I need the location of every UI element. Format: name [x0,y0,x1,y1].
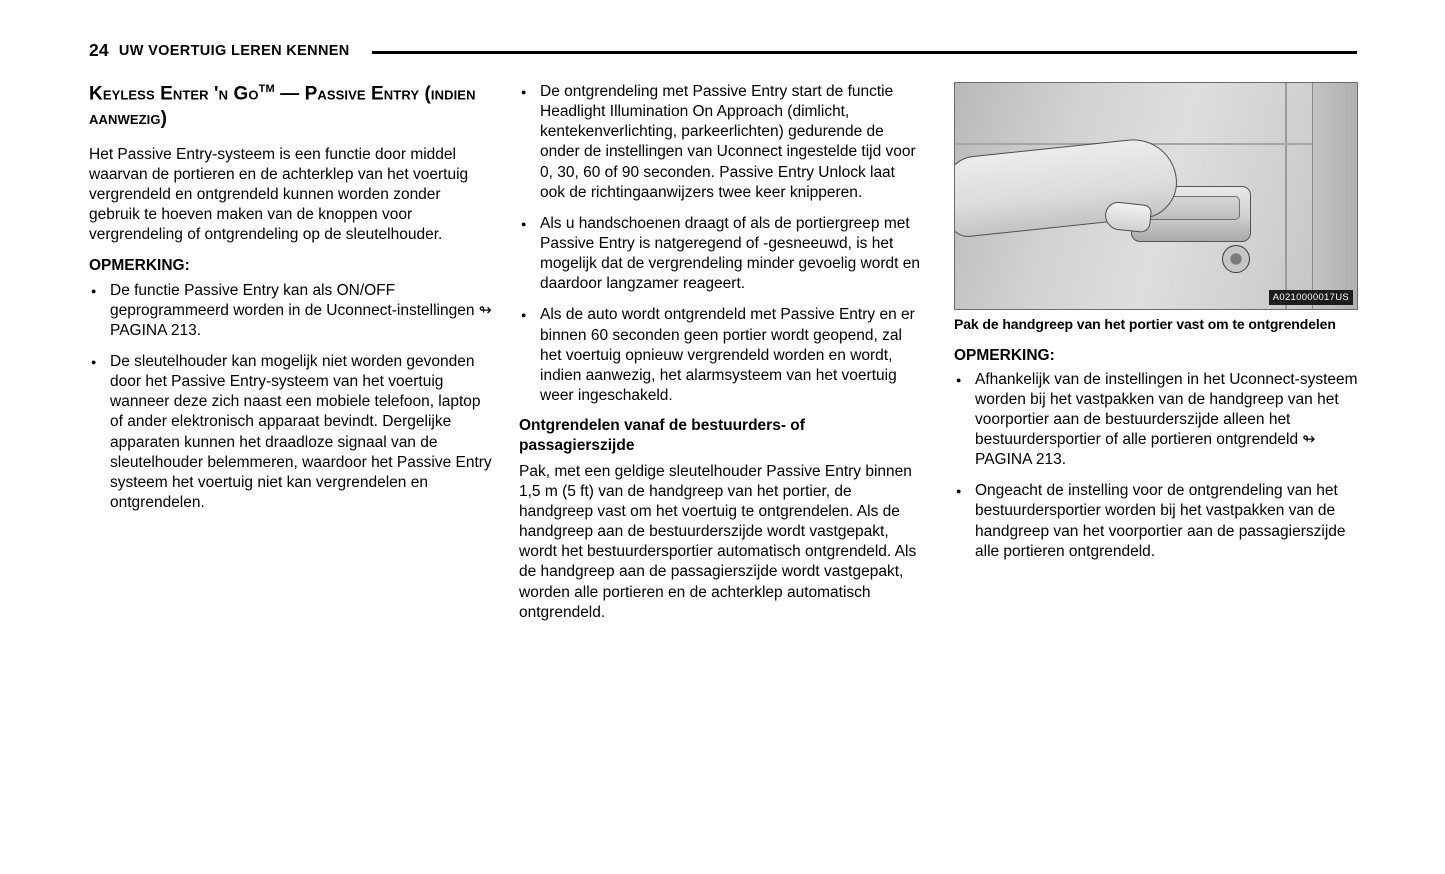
section-title-suffix: — Passive Entry (indien aanwezig) [89,83,476,130]
bullet-list-three [954,370,1358,562]
page-title: UW VOERTUIG LEREN KENNEN [118,42,350,59]
bullet-list-two [519,82,923,406]
header-divider [372,51,1357,54]
page-header [89,38,1357,64]
bullet-list-one [89,281,493,514]
subsection-heading: Ontgrendelen vanaf de bestuurders- of passagierszijde [519,417,805,454]
list-item: ● Als u handschoenen draagt of als de portiergreep met Passive Entry is natgeregend of -gesneeuwd, is het mogelijk dat de vergrendeling minder gevoelig wordt en daardoor langzamer reageert. [519,214,923,295]
section-title [89,82,493,132]
figure-code-label: A0210000017US [1269,290,1353,305]
note-label-two: OPMERKING: [954,346,1055,364]
list-item: ● Afhankelijk van de instellingen in het Uconnect-systeem worden bij het vastpakken van de handgreep van het voorportier aan de bestuurderszijde alleen het bestuurdersportier of alle portieren ontgrendeld ↬ PAGINA 213. [954,370,1358,471]
page-number: 24 [89,40,109,61]
column-three [954,82,1358,572]
list-item: ● De sleutelhouder kan mogelijk niet worden gevonden door het Passive Entry-systeem van het voertuig wanneer deze zich naast een mobiele telefoon, laptop of ander elektronisch apparaat bevindt. Dergelijke apparaten kunnen het draadloze signaal van de sleutelhouder belemmeren, waardoor het Passive Entry systeem het voertuig niet kan vergrendelen en ontgrendelen. [89,352,493,513]
note-label-one: OPMERKING: [89,257,190,275]
door-trim-right [1312,83,1357,310]
section-title-main: Keyless Enter 'n Go [89,83,259,105]
intro-paragraph: Het Passive Entry-systeem is een functie door middel waarvan de portieren en de achterklep van het voertuig vergrendeld en ontgrendeld kunnen worden zonder gebruik te hoeven maken van de knoppen voor vergrendeling of ontgrendeling op de sleutelhouder. [89,145,469,244]
key-cylinder-icon [1222,245,1250,273]
figure-caption: Pak de handgreep van het portier vast om te ontgrendelen [954,316,1336,332]
column-one [89,82,493,523]
column-two [519,82,923,634]
door-handle-illustration [954,82,1358,310]
door-seam-vertical [1285,83,1287,309]
list-item: ● De ontgrendeling met Passive Entry start de functie Headlight Illumination On Approach (dimlicht, kentekenverlichting, parkeerlichten) gedurende de onder de instellingen van Uconnect ingestelde tijd voor 0, 30, 60 of 90 seconden. Passive Entry Unlock laat ook de richtingaanwijzers twee keer knipperen. [519,82,923,203]
list-item: ● Als de auto wordt ontgrendeld met Passive Entry en er binnen 60 seconden geen portier wordt geopend, zal het voertuig opnieuw vergrendeld worden en wordt, indien aanwezig, het alarmsysteem van het voertuig weer ingeschakeld. [519,305,923,406]
list-item: ● De functie Passive Entry kan als ON/OFF geprogrammeerd worden in de Uconnect-instellingen ↬ PAGINA 213. [89,281,493,341]
list-item: ● Ongeacht de instelling voor de ontgrendeling van het bestuurdersportier worden bij het vastpakken van de handgreep van het voorportier aan de passagierszijde alle portieren ontgrendeld. [954,481,1358,562]
trademark-mark: TM [258,83,275,95]
subsection-paragraph: Pak, met een geldige sleutelhouder Passive Entry binnen 1,5 m (5 ft) van de handgreep van het portier, de handgreep vast om het voertuig te ontgrendelen. Als de handgreep aan de bestuurderszijde wordt vastgepakt, wordt het bestuurdersportier automatisch ontgrendeld. Als de handgreep aan de passagierszijde wordt vastgepakt, worden alle portieren en de achterklep automatisch ontgrendeld. [519,462,917,621]
